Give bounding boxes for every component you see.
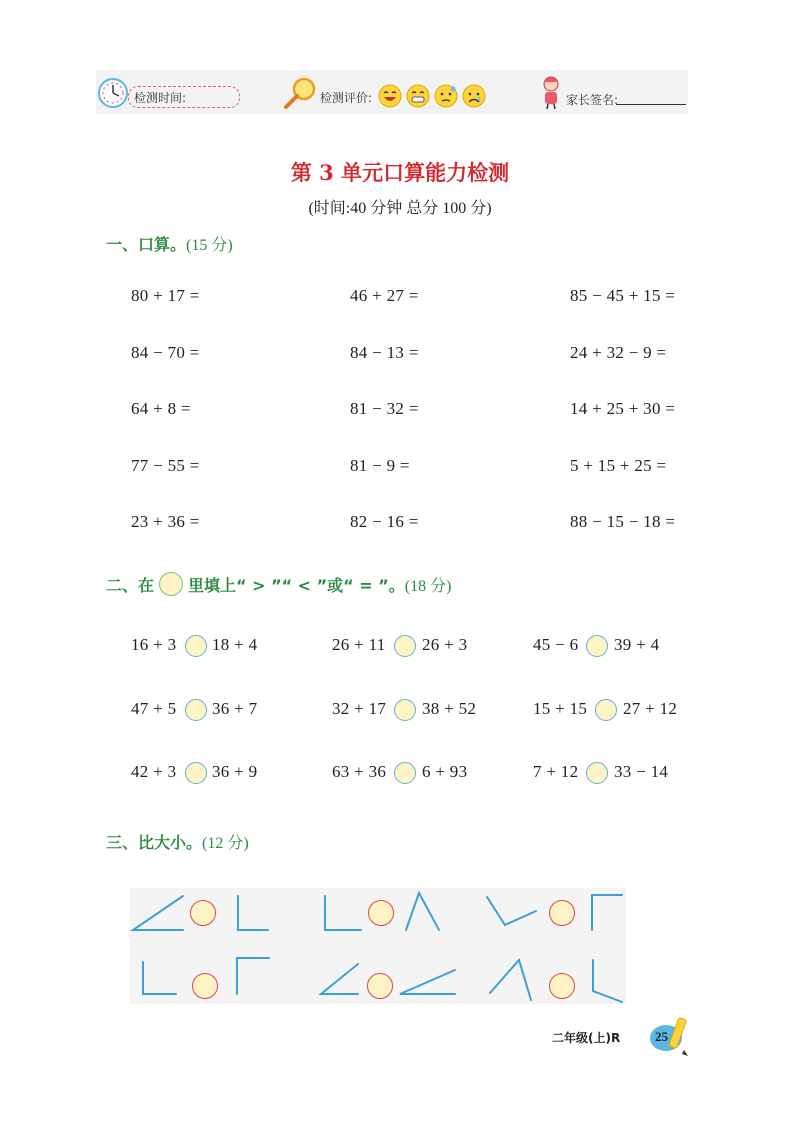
section2-title-suffix: 里填上“ > ”“ < ”或“ = ”。 [188, 575, 405, 595]
compare-right: 36 + 9 [212, 762, 258, 781]
angle-answer-circle[interactable] [368, 900, 394, 926]
arith-problem: 81 − 32 = [350, 399, 419, 418]
angle-answer-circle[interactable] [549, 900, 575, 926]
compare-left: 42 + 3 [131, 762, 177, 781]
compare-right: 33 − 14 [614, 762, 669, 781]
arith-problem: 77 − 55 = [131, 456, 200, 475]
angle-acute [490, 960, 531, 1000]
compare-right: 39 + 4 [614, 635, 660, 654]
compare-left: 16 + 3 [131, 635, 177, 654]
arith-problem: 80 + 17 = [131, 286, 200, 305]
angle-right [143, 962, 176, 994]
evaluation-label: 检测评价: [320, 91, 373, 105]
compare-right: 36 + 7 [212, 699, 258, 718]
section3-title: 三、比大小。 [106, 833, 203, 852]
arith-problem: 85 − 45 + 15 = [570, 286, 676, 305]
page-number: 25 [655, 1029, 668, 1044]
page-title: 第 3 单元口算能力检测 [290, 160, 510, 185]
compare-right: 26 + 3 [422, 635, 468, 654]
compare-left: 45 − 6 [533, 635, 579, 654]
arith-problem: 84 − 13 = [350, 343, 419, 362]
section3-points: (12 分) [202, 835, 249, 852]
angle-right [237, 958, 269, 994]
angle-answer-circle[interactable] [367, 973, 393, 999]
compare-left: 7 + 12 [533, 762, 579, 781]
arith-problem: 24 + 32 − 9 = [570, 343, 667, 362]
arith-problem: 64 + 8 = [131, 399, 191, 418]
page-subtitle: (时间:40 分钟 总分 100 分) [308, 200, 492, 217]
compare-right: 27 + 12 [623, 699, 678, 718]
time-label: 检测时间: [134, 91, 187, 105]
arith-problem: 88 − 15 − 18 = [570, 512, 676, 531]
arith-problem: 23 + 36 = [131, 512, 200, 531]
arith-problem: 5 + 15 + 25 = [570, 456, 667, 475]
angle-right [592, 895, 622, 930]
angle-acute [400, 970, 455, 994]
section1-title: 一、口算。 [106, 235, 187, 254]
section2-title-prefix: 二、在 [106, 575, 155, 595]
compare-left: 15 + 15 [533, 699, 588, 718]
angle-right [325, 896, 361, 930]
arith-problem: 46 + 27 = [350, 286, 419, 305]
angle-obtuse [487, 897, 536, 925]
compare-right: 18 + 4 [212, 635, 258, 654]
compare-right: 38 + 52 [422, 699, 477, 718]
compare-left: 26 + 11 [332, 635, 386, 654]
grade-label: 二年级(上)R [552, 1031, 621, 1045]
arith-problem: 14 + 25 + 30 = [570, 399, 676, 418]
arith-problem: 84 − 70 = [131, 343, 200, 362]
angle-acute [133, 896, 183, 930]
parent-signature-label: 家长签名: [566, 93, 619, 107]
compare-left: 47 + 5 [131, 699, 177, 718]
arith-problem: 81 − 9 = [350, 456, 410, 475]
angle-acute [406, 893, 439, 930]
compare-left: 32 + 17 [332, 699, 387, 718]
section1-points: (15 分) [186, 237, 233, 254]
compare-right: 6 + 93 [422, 762, 468, 781]
angle-right [238, 896, 268, 930]
angle-answer-circle[interactable] [549, 973, 575, 999]
angle-acute [321, 964, 358, 994]
angle-answer-circle[interactable] [190, 900, 216, 926]
angle-answer-circle[interactable] [192, 973, 218, 999]
arith-problem: 82 − 16 = [350, 512, 419, 531]
angle-acute [593, 960, 622, 1002]
section2-points: (18 分) [404, 577, 452, 595]
compare-left: 63 + 36 [332, 762, 387, 781]
